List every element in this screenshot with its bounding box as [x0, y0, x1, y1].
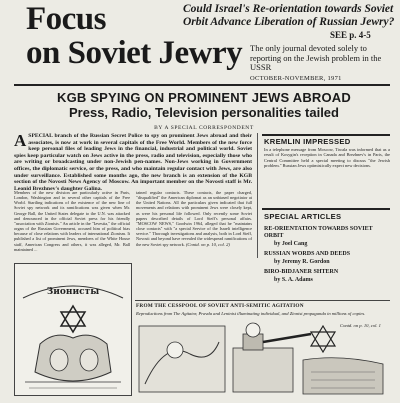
article-title-3[interactable]: BIRO-BIDJANER SHTERN — [264, 269, 339, 275]
article-author-3: by S. A. Adams — [274, 277, 313, 283]
lead-text: SPECIAL branch of the Russian Secret Police to spy on prominent Jews abroad and their associates, is now at work in several capitals of the Free World. Members of the new force keep personal files of leading Jews in the financial, industrial and political world. Soviet spies keep particular watch on Jews active in the press, radio and television, especially those who are writing or broadcasting under non-Jewish pen-names. Non-Jews working in Government offices, the diplomatic service, or the press, and who maintain regular contact with Jews, are also under surveillance. Established some months ago, the new branch is an extension of the KGB section of the Novosti News Agency of Moscow. An important member on the Novosti staff is Mr. Leonid Brezhnev's daughter Galina. — [14, 133, 252, 192]
cartoon-continued: Contd. on p. 10, col. 1 — [340, 323, 381, 328]
article-title-2[interactable]: RUSSIAN WORDS AND DEEDS — [264, 251, 351, 257]
cartoon-heading: FROM THE CESSPOOL OF SOVIET ANTI-SEMITIC AGITATION — [136, 303, 304, 309]
lead-paragraph — [14, 133, 252, 192]
cartoon-left-banner: Зионисты — [46, 287, 100, 297]
byline: BY A SPECIAL CORRESPONDENT — [154, 125, 254, 131]
masthead-rule — [14, 84, 390, 86]
article-author-1: by Joel Cang — [274, 241, 308, 247]
masthead-title-line2: on Soviet Jewry — [26, 35, 243, 71]
continued-note: (Contd. on p. 10, col. 2) — [185, 241, 230, 247]
article-author-2: by Jeremy R. Gordon — [274, 259, 330, 265]
sidebar-rule-top — [262, 134, 390, 136]
masthead-title-line1: Focus — [26, 1, 106, 37]
cartoon-right-illustration — [135, 320, 390, 398]
sidebar-box-text: In a telephone message from Moscow, Tiwala was informed that as a result of Kosygin's reception in Canada and Brezhnev's in Paris, the Central Committee held a special meeting to discuss "the Jewish problem." Russian Jews optimistically expect new decisions. — [264, 147, 390, 168]
headline-sub: Press, Radio, Television personalities tailed — [69, 105, 339, 120]
sidebar-rule-mid — [262, 208, 390, 210]
cartoon-left-drawing — [15, 264, 131, 395]
column-divider — [257, 133, 258, 258]
body-column-2-text: tained regular contacts. These contacts, the paper charged, "disqualified" the American diplomat as an unbiased negotiator at the United Nations. All the particulars given indicated that full movements and relations with prominent Jews were closely kept, as were his personal life followed. Only recently some Soviet papers described details of Lord Sieff's personal affairs. "MOSCOW NEWS," Goodwin 1964, alleged that he "maintains close contacts" with "a special Service of the Israeli intelligence service." Thorough investigations and analysis, both in Lord Sieff, Novosti and beyond have revealed the widespread ramifications of the new Soviet spy network. — [136, 190, 252, 247]
cartoon-right-drawing — [135, 320, 390, 398]
body-column-2 — [136, 190, 252, 247]
masthead-tagline: The only journal devoted solely to reporting on the Jewish problem in the USSR — [250, 43, 382, 72]
masthead-teaser: Could Israel's Re-orientation towards Soviet Orbit Advance Liberation of Russian Jewry? — [183, 3, 395, 28]
article-title-1[interactable]: RE-ORIENTATION TOWARDS SOVIET ORBIT — [264, 226, 373, 239]
headline-main: KGB SPYING ON PROMINENT JEWS ABROAD — [57, 90, 351, 105]
cartoon-caption: Reproductions from The Agitator, Pravda and Leninist illuminating individual, and Zionist propaganda in millions of copies. — [136, 311, 366, 316]
teaser-page-ref: SEE p. 4-5 — [330, 30, 371, 40]
cartoon-rule — [135, 300, 390, 301]
body-column-1: Members of the new division are particularly active in Paris, London, Washington and in several other capitals of the Free World. Startling indications of the existence of the new line of Soviet spy network and its ramifications was given when Mr. George Ball, the United States delegate to the U.N. was attacked and denounced in the official Soviet press for his friendly "association with Zionists." An article in the "Izvestia," the official organ of the Russian Government, accused him of political bias because of close relations with leaders of international Zionism. It published a list of prominent Jews, members of the White House staff, American Congress and others, it was alleged, Mr. Ball maintained ... — [14, 190, 130, 252]
issue-date: OCTOBER-NOVEMBER, 1971 — [250, 75, 342, 82]
special-articles-heading: SPECIAL ARTICLES — [264, 212, 342, 221]
cartoon-left-illustration — [14, 263, 132, 396]
sidebar-box-title: KREMLIN IMPRESSED — [264, 137, 351, 146]
drop-cap: A — [14, 131, 27, 150]
